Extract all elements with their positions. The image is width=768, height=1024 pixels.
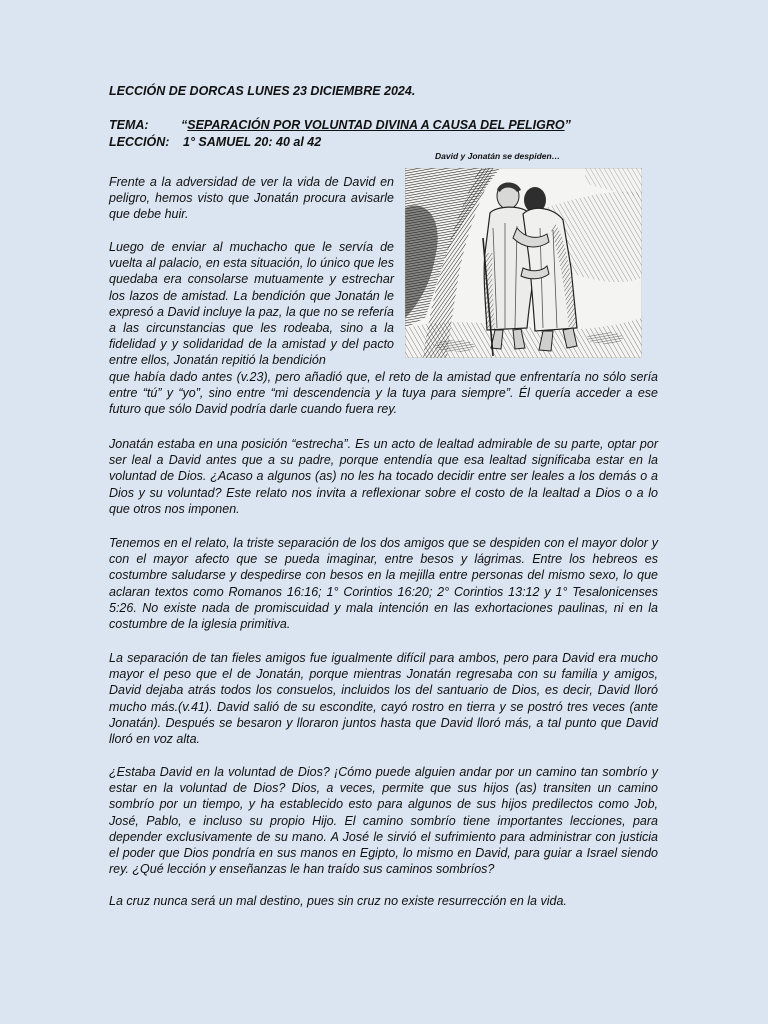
paragraph-3: Jonatán estaba en una posición “estrecha”. Es un acto de lealtad admirable de su parte, optar por ser leal a David antes que a su padre, porque entendía que esa lealtad significaba estar en la voluntad de Dios. ¿Acaso a algunos (as) no les ha tocado decidir entre ser leales a los demás o a Dios y su voluntad? Este relato nos invita a reflexionar sobre el costo de la lealtad a Dios o a lo que otros nos imponen.: [109, 437, 658, 516]
tema-label: TEMA:: [109, 118, 149, 132]
leccion-reference: 1° SAMUEL 20: 40 al 42: [183, 135, 322, 149]
tema-open-quote: “: [181, 118, 188, 132]
paragraph-7: La cruz nunca será un mal destino, pues sin cruz no existe resurrección en la vida.: [109, 894, 567, 908]
paragraph-6: ¿Estaba David en la voluntad de Dios? ¡Cómo puede alguien andar por un camino tan sombrío y estar en la voluntad de Dios? Dios, a veces, permite que sus hijos (as) transiten un camino sombrío por un tiempo, y ha establecido esto para algunos de sus hijos predilectos como Job, José, Pablo, e incluso su propio Hijo. El camino sombrío tiene importantes lecciones, para depender exclusivamente de su mano. A José le sirvió el sufrimiento para administrar con justicia el poder que Dios pondría en sus manos en Egipto, lo mismo en David, para guiar a Israel siendo rey. ¿Qué lección y enseñanzas le han traído sus caminos sombríos?: [109, 765, 658, 877]
paragraph-2-part-2: que había dado antes (v.23), pero añadió que, el reto de la amistad que enfrentaría no sólo sería entre “tú” y “yo”, sino entre “mi descendencia y la tuya para siempre”. Él quería acceder a ese futuro que sólo David podría darle cuando fuera rey.: [109, 370, 658, 417]
paragraph-2-part-1: Luego de enviar al muchacho que le servía de vuelta al palacio, en esta situación, lo único que les quedaba era consolarse mutuamente y estrechar los lazos de amistad. La bendición que Jonatán le expresó a David incluye la paz, la que no se refería a las circunstancias que les rodeaba, sino a la fidelidad y y solidaridad de la amistad y del pacto entre ellos, Jonatán repitió la bendición: [109, 240, 394, 368]
paragraph-5: La separación de tan fieles amigos fue igualmente difícil para ambos, pero para David era mucho mayor el peso que el de Jonatán, porque mientras Jonatán regresaba con su familia y amigos, David dejaba atrás todos los consuelos, incluidos los del santuario de Dios, es decir, David lloró mucho más.(v.41). David salió de su escondite, cayó rostro en tierra y se postró tres veces (ante Jonatán). Después se besaron y lloraron juntos hasta que David lloró más, a tal punto que David lloró en voz alta.: [109, 651, 658, 747]
leccion-label: LECCIÓN:: [109, 135, 170, 149]
lesson-date-heading: LECCIÓN DE DORCAS LUNES 23 DICIEMBRE 2024.: [109, 84, 416, 98]
leccion-row: [109, 135, 321, 149]
paragraph-1: Frente a la adversidad de ver la vida de David en peligro, hemos visto que Jonatán procura avisarle que debe huir.: [109, 175, 394, 222]
tema-row: [109, 118, 571, 132]
figure-caption: David y Jonatán se despiden…: [435, 151, 561, 161]
paragraph-4: Tenemos en el relato, la triste separación de los dos amigos que se despiden con el mayor dolor y con el mayor afecto que se pueda imaginar, entre besos y lágrimas. Entre los hebreos es costumbre saludarse y despedirse con besos en la mejilla entre personas del mismo sexo, lo que aclaran textos como Romanos 16:16; 1° Corintios 16:20; 2° Corintios 13:12 y 1° Tesalonicenses 5:26. No existe nada de promiscuidad y mala intención en las exhortaciones paulinas, ni en la costumbre de la iglesia primitiva.: [109, 536, 658, 632]
engraving-drawing: [405, 168, 642, 358]
engraving-image: [405, 168, 642, 358]
tema-close-quote: ”: [564, 118, 571, 132]
tema-title: SEPARACIÓN POR VOLUNTAD DIVINA A CAUSA DEL PELIGRO: [187, 118, 565, 132]
